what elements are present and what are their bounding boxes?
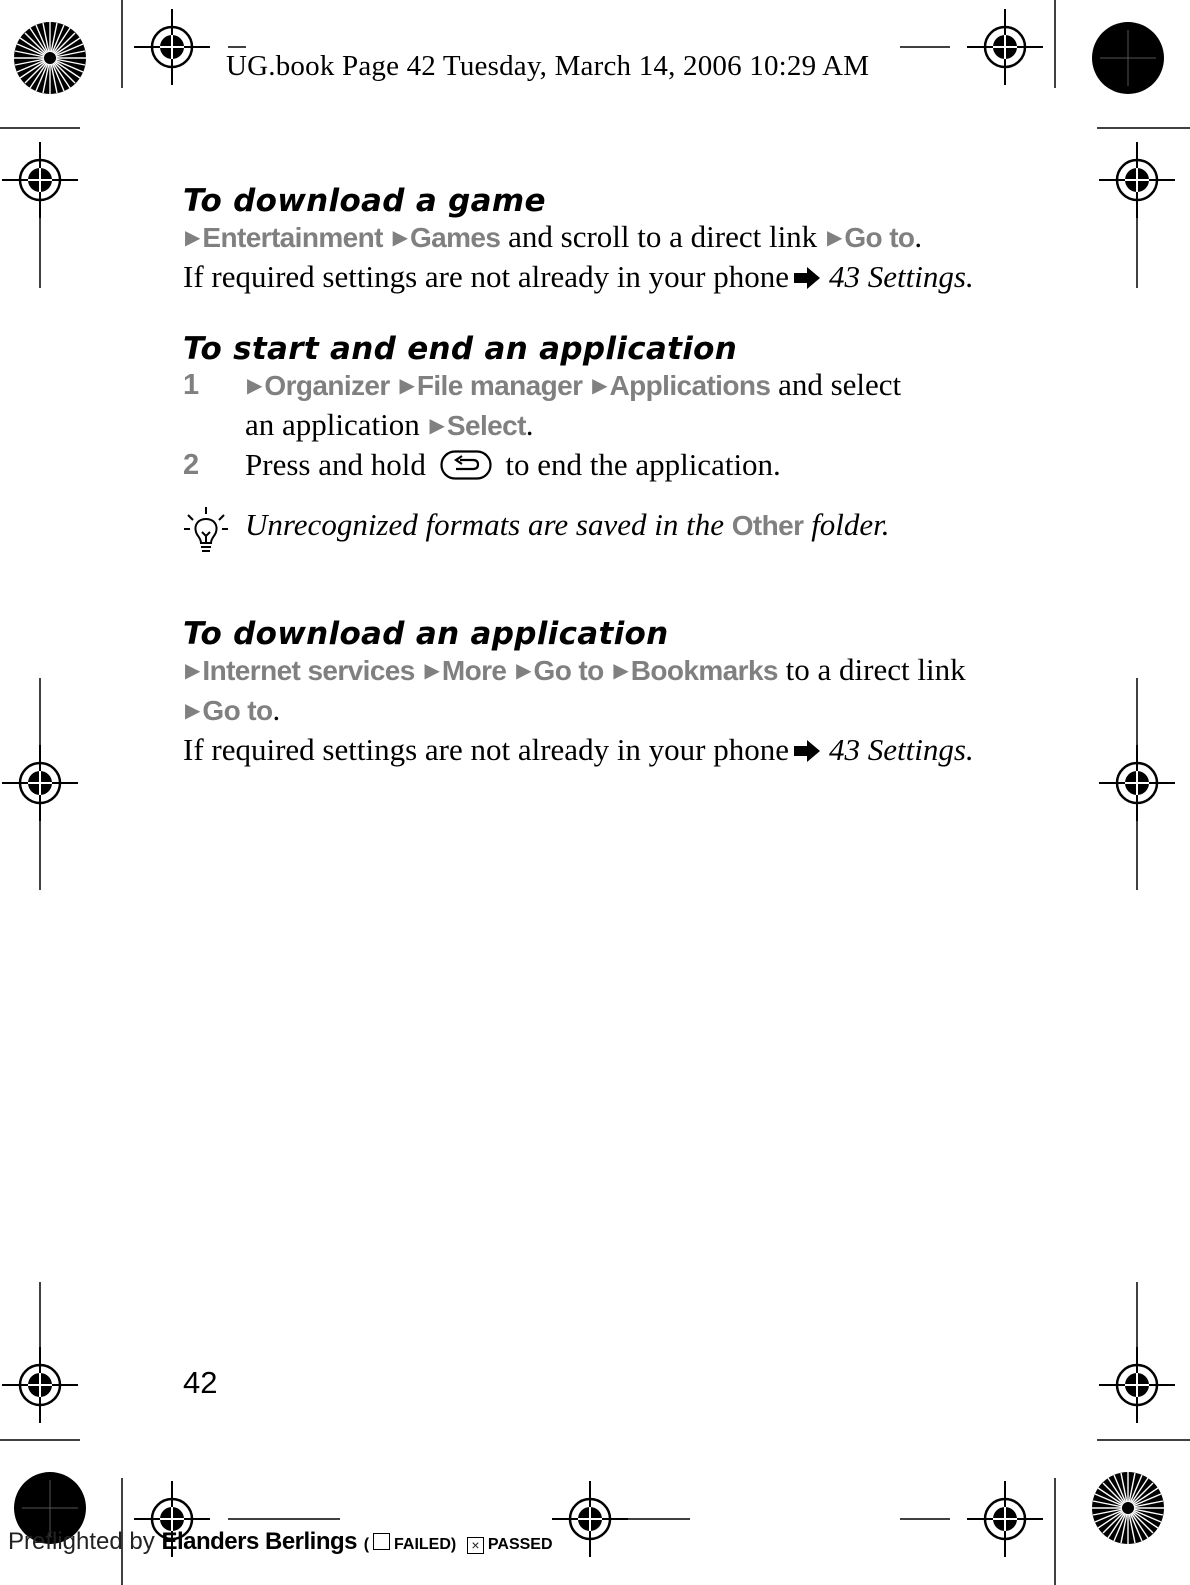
menu-item-file-manager: File manager bbox=[416, 370, 583, 401]
page-reference: 43 Settings bbox=[829, 732, 966, 767]
triangle-bullet-icon: ▶ bbox=[399, 375, 415, 397]
step-number: 2 bbox=[183, 449, 200, 481]
registration-mark-icon bbox=[967, 9, 1043, 85]
step-number: 1 bbox=[183, 369, 200, 401]
registration-mark-icon bbox=[1099, 1347, 1175, 1423]
menu-item-go-to: Go to bbox=[844, 222, 915, 253]
preflight-stamp: Preflighted by Elanders Berlings ( FAILED) × PASSED bbox=[8, 1528, 553, 1555]
starburst-icon bbox=[1092, 1472, 1164, 1544]
triangle-bullet-icon: ▶ bbox=[516, 660, 532, 682]
menu-item-entertainment: Entertainment bbox=[202, 222, 383, 253]
menu-item-select: Select bbox=[446, 410, 526, 441]
page-number: 42 bbox=[183, 1365, 218, 1400]
passed-checkbox-checked: × bbox=[467, 1537, 484, 1554]
section-download-application bbox=[183, 616, 1013, 768]
instruction-text: and scroll to a direct link bbox=[500, 219, 825, 254]
settings-note: If required settings are not already in your phone 43 Settings. bbox=[183, 732, 974, 767]
folder-name: Other bbox=[731, 510, 804, 541]
print-slug-header: UG.book Page 42 Tuesday, March 14, 2006 10:29 AM bbox=[226, 50, 870, 82]
preflight-brand: Elanders Berlings bbox=[161, 1528, 358, 1555]
arrow-right-icon bbox=[793, 740, 821, 762]
triangle-bullet-icon: ▶ bbox=[247, 375, 263, 397]
menu-item-organizer: Organizer bbox=[264, 370, 390, 401]
step-item: 1 ▶Organizer ▶File manager ▶Applications and select an application ▶Select. bbox=[183, 367, 902, 442]
registration-mark-icon bbox=[134, 9, 210, 85]
triangle-bullet-icon: ▶ bbox=[185, 700, 201, 722]
triangle-bullet-icon: ▶ bbox=[392, 227, 408, 249]
menu-item-applications: Applications bbox=[609, 370, 771, 401]
instruction-line: ▶Entertainment ▶Games and scroll to a direct link ▶Go to. bbox=[185, 219, 923, 254]
tip-note: Unrecognized formats are saved in the Other folder. bbox=[183, 507, 1013, 544]
arrow-right-icon bbox=[793, 267, 821, 289]
menu-item-bookmarks: Bookmarks bbox=[630, 655, 778, 686]
registration-mark-icon bbox=[2, 745, 78, 821]
triangle-bullet-icon: ▶ bbox=[613, 660, 629, 682]
menu-item-go-to: Go to bbox=[202, 695, 273, 726]
registration-mark-icon bbox=[1099, 745, 1175, 821]
menu-item-more: More bbox=[441, 655, 507, 686]
step-item: 2 Press and hold to end the application. bbox=[183, 447, 781, 482]
triangle-bullet-icon: ▶ bbox=[185, 227, 201, 249]
section-download-game bbox=[183, 183, 1013, 295]
registration-mark-icon bbox=[967, 1481, 1043, 1557]
preflight-prefix: Preflighted by bbox=[8, 1528, 155, 1555]
registration-mark-icon bbox=[2, 142, 78, 218]
registration-mark-icon bbox=[2, 1347, 78, 1423]
section-title: To download an application bbox=[183, 616, 669, 652]
section-start-end-application bbox=[183, 331, 1013, 544]
triangle-bullet-icon: ▶ bbox=[424, 660, 440, 682]
section-title: To download a game bbox=[183, 183, 546, 219]
registration-mark-icon bbox=[1099, 142, 1175, 218]
failed-checkbox bbox=[373, 1533, 390, 1550]
menu-item-go-to: Go to bbox=[533, 655, 604, 686]
lightbulb-tip-icon bbox=[183, 505, 229, 555]
instruction-line: ▶Internet services ▶More ▶Go to ▶Bookmarks to a direct link bbox=[185, 652, 966, 687]
starburst-icon bbox=[14, 22, 86, 94]
triangle-bullet-icon: ▶ bbox=[826, 227, 843, 249]
triangle-bullet-icon: ▶ bbox=[592, 375, 608, 397]
step-list bbox=[183, 367, 1013, 483]
registration-dot-icon bbox=[1092, 22, 1164, 94]
back-key-icon bbox=[440, 450, 492, 480]
section-title: To start and end an application bbox=[183, 331, 738, 367]
menu-item-games: Games bbox=[409, 222, 501, 253]
failed-label: FAILED bbox=[394, 1536, 451, 1553]
registration-mark-icon bbox=[552, 1481, 628, 1557]
page-reference: 43 Settings bbox=[829, 259, 966, 294]
settings-note: If required settings are not already in your phone 43 Settings. bbox=[183, 259, 974, 294]
triangle-bullet-icon: ▶ bbox=[185, 660, 201, 682]
passed-label: PASSED bbox=[487, 1536, 553, 1553]
page-content bbox=[183, 183, 1013, 768]
menu-item-internet-services: Internet services bbox=[202, 655, 415, 686]
triangle-bullet-icon: ▶ bbox=[429, 415, 445, 437]
instruction-line: ▶Go to. bbox=[185, 692, 281, 727]
